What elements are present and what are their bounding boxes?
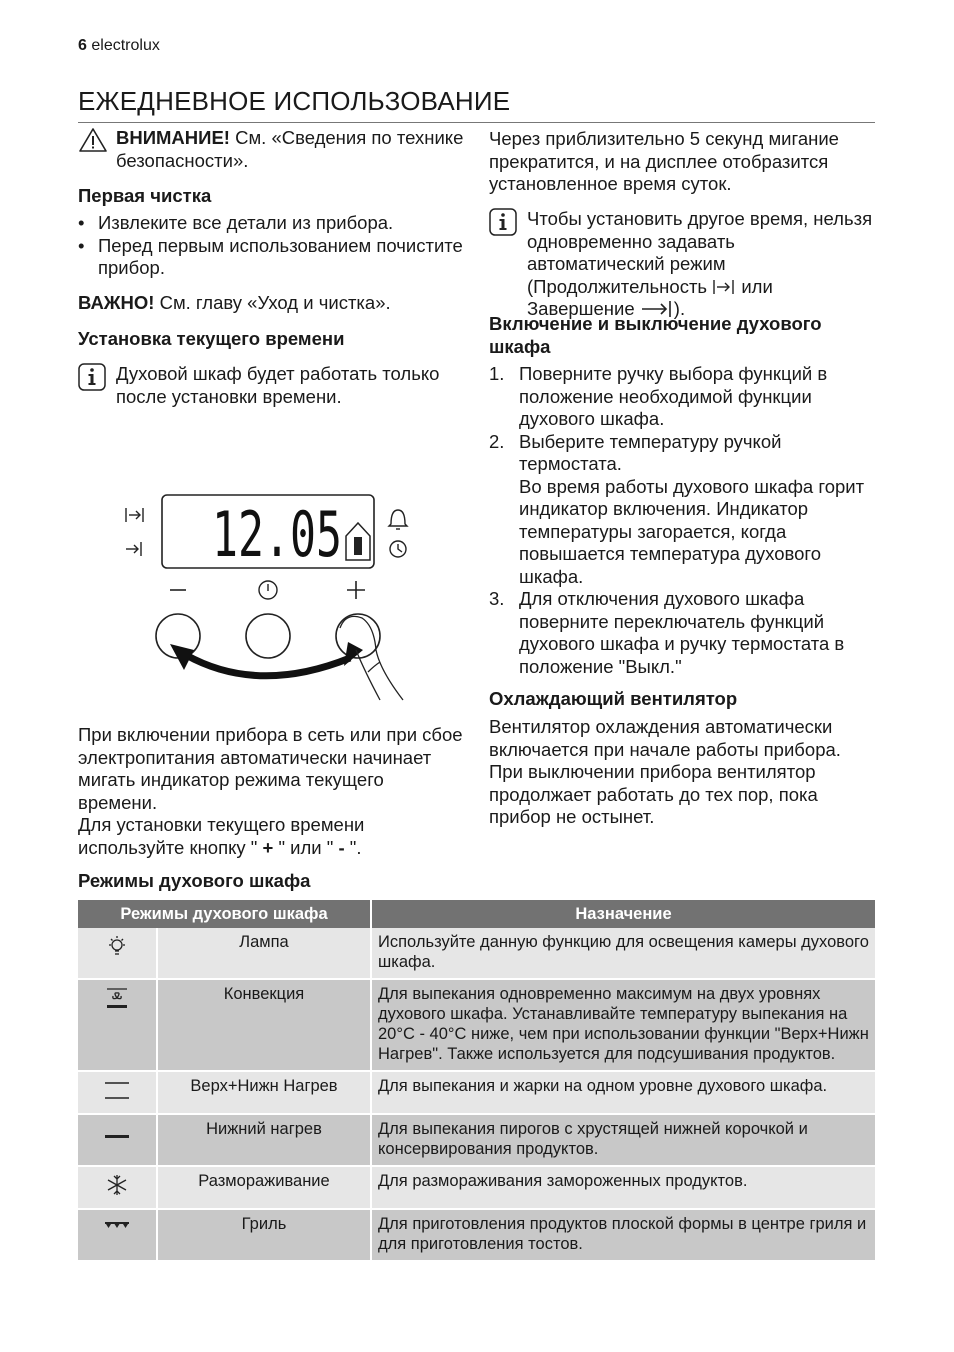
duration-icon [712, 278, 736, 296]
list-item: 1. Поверните ручку выбора функций в положение необходимой функции духового шкафа. [489, 363, 828, 429]
list-item: 2. Выберите температуру ручкой термостата. Во время работы духового шкафа горит индикатор включения. Индикатор температуры загорается, когда повышается температура духового шкафа. [489, 430, 865, 587]
table-header-purpose: Назначение [371, 900, 875, 928]
clock-button-icon [259, 581, 277, 599]
blink-para: Через приблизительно 5 секунд мигание прекратится, и на дисплее отобразится установленное время суток. [489, 128, 839, 194]
bottom-heat-icon [78, 1114, 157, 1166]
table-row: Нижний нагрев Для выпекания пирогов с хрустящей нижней корочкой и консервирования продуктов. [78, 1114, 875, 1166]
clock-button [246, 614, 290, 658]
time-note-text: Духовой шкаф будет работать только после установки времени. [116, 363, 440, 407]
lamp-icon [78, 928, 157, 979]
convection-icon [78, 979, 157, 1071]
important-note [78, 292, 466, 315]
page-title: ЕЖЕДНЕВНОЕ ИСПОЛЬЗОВАНИЕ [78, 86, 511, 116]
table-row: Верх+Нижн Нагрев Для выпекания и жарки на одном уровне духового шкафа. [78, 1071, 875, 1114]
first-clean-list [78, 212, 466, 280]
time-info-note [78, 363, 466, 408]
time-para1: При включении прибора в сеть или при сбое электропитания автоматически начинает мигать индикатор режима текущего времени. [78, 724, 463, 813]
bell-icon [389, 510, 407, 529]
onoff-title: Включение и выключение духового шкафа [489, 313, 822, 357]
plus-sign [347, 581, 365, 599]
time-title: Установка текущего времени [78, 328, 345, 349]
fan-title: Охлаждающий вентилятор [489, 688, 738, 709]
display-digits: 12.05 [212, 498, 342, 571]
table-row: Гриль Для приготовления продуктов плоской формы в центре гриля и для приготовления тостов. [78, 1209, 875, 1260]
time-para2: Для установки текущего времени используйте кнопку " + " или " - ". [78, 814, 365, 858]
onoff-steps [489, 363, 875, 678]
time-instructions [78, 724, 466, 859]
important-text: См. главу «Уход и чистка». [154, 292, 391, 313]
warning-text: См. «Сведения по технике безопасности». [116, 127, 464, 171]
brand-name: electrolux [91, 37, 160, 54]
temperature-indicator-icon [346, 523, 370, 560]
auto-mode-text: Чтобы установить другое время, нельзя одновременно задавать автоматический режим (Продолжительность или Завершение ). [527, 208, 873, 319]
page-number: 6 [78, 37, 87, 54]
info-icon [78, 363, 116, 408]
modes-title: Режимы духового шкафа [78, 870, 311, 891]
grill-icon [78, 1209, 157, 1260]
list-item: • Перед первым использованием почистите прибор. [78, 234, 463, 278]
warning-note [78, 127, 466, 172]
table-row: Размораживание Для размораживания замороженных продуктов. [78, 1166, 875, 1209]
important-label: ВАЖНО! [78, 292, 155, 313]
title-rule [78, 122, 875, 123]
duration-icon [126, 508, 143, 522]
fan-text: Вентилятор охлаждения автоматически включается при начале работы прибора. При выключении прибора вентилятор продолжает работать до тех пор, пока прибор не остынет. [489, 716, 841, 827]
list-item: 3. Для отключения духового шкафа поверните переключатель функций духового шкафа и ручку термостата в положение "Выкл." [489, 588, 845, 677]
oven-modes-table [78, 900, 875, 1260]
table-row: Конвекция Для выпекания одновременно максимум на двух уровнях духового шкафа. Устанавливайте температуру выпекания на 20°C - 40°C ниже, чем при использовании функции "Верх+Нижн Нагрев". Также используется для подсушивания продуктов. [78, 979, 875, 1071]
top-bottom-heat-icon [78, 1071, 157, 1114]
defrost-icon [78, 1166, 157, 1209]
end-time-icon [126, 542, 141, 556]
page-header [78, 37, 160, 55]
info-icon [489, 208, 527, 321]
table-row: Лампа Используйте данную функцию для освещения камеры духового шкафа. [78, 928, 875, 979]
list-item: • Извлеките все детали из прибора. [78, 212, 394, 233]
table-header-modes: Режимы духового шкафа [78, 900, 371, 928]
clock-icon [390, 541, 406, 557]
auto-mode-note [489, 208, 875, 321]
warning-icon [78, 127, 116, 172]
clock-display-illustration [118, 490, 418, 710]
warning-label: ВНИМАНИЕ! [116, 127, 230, 148]
first-clean-title: Первая чистка [78, 185, 212, 206]
